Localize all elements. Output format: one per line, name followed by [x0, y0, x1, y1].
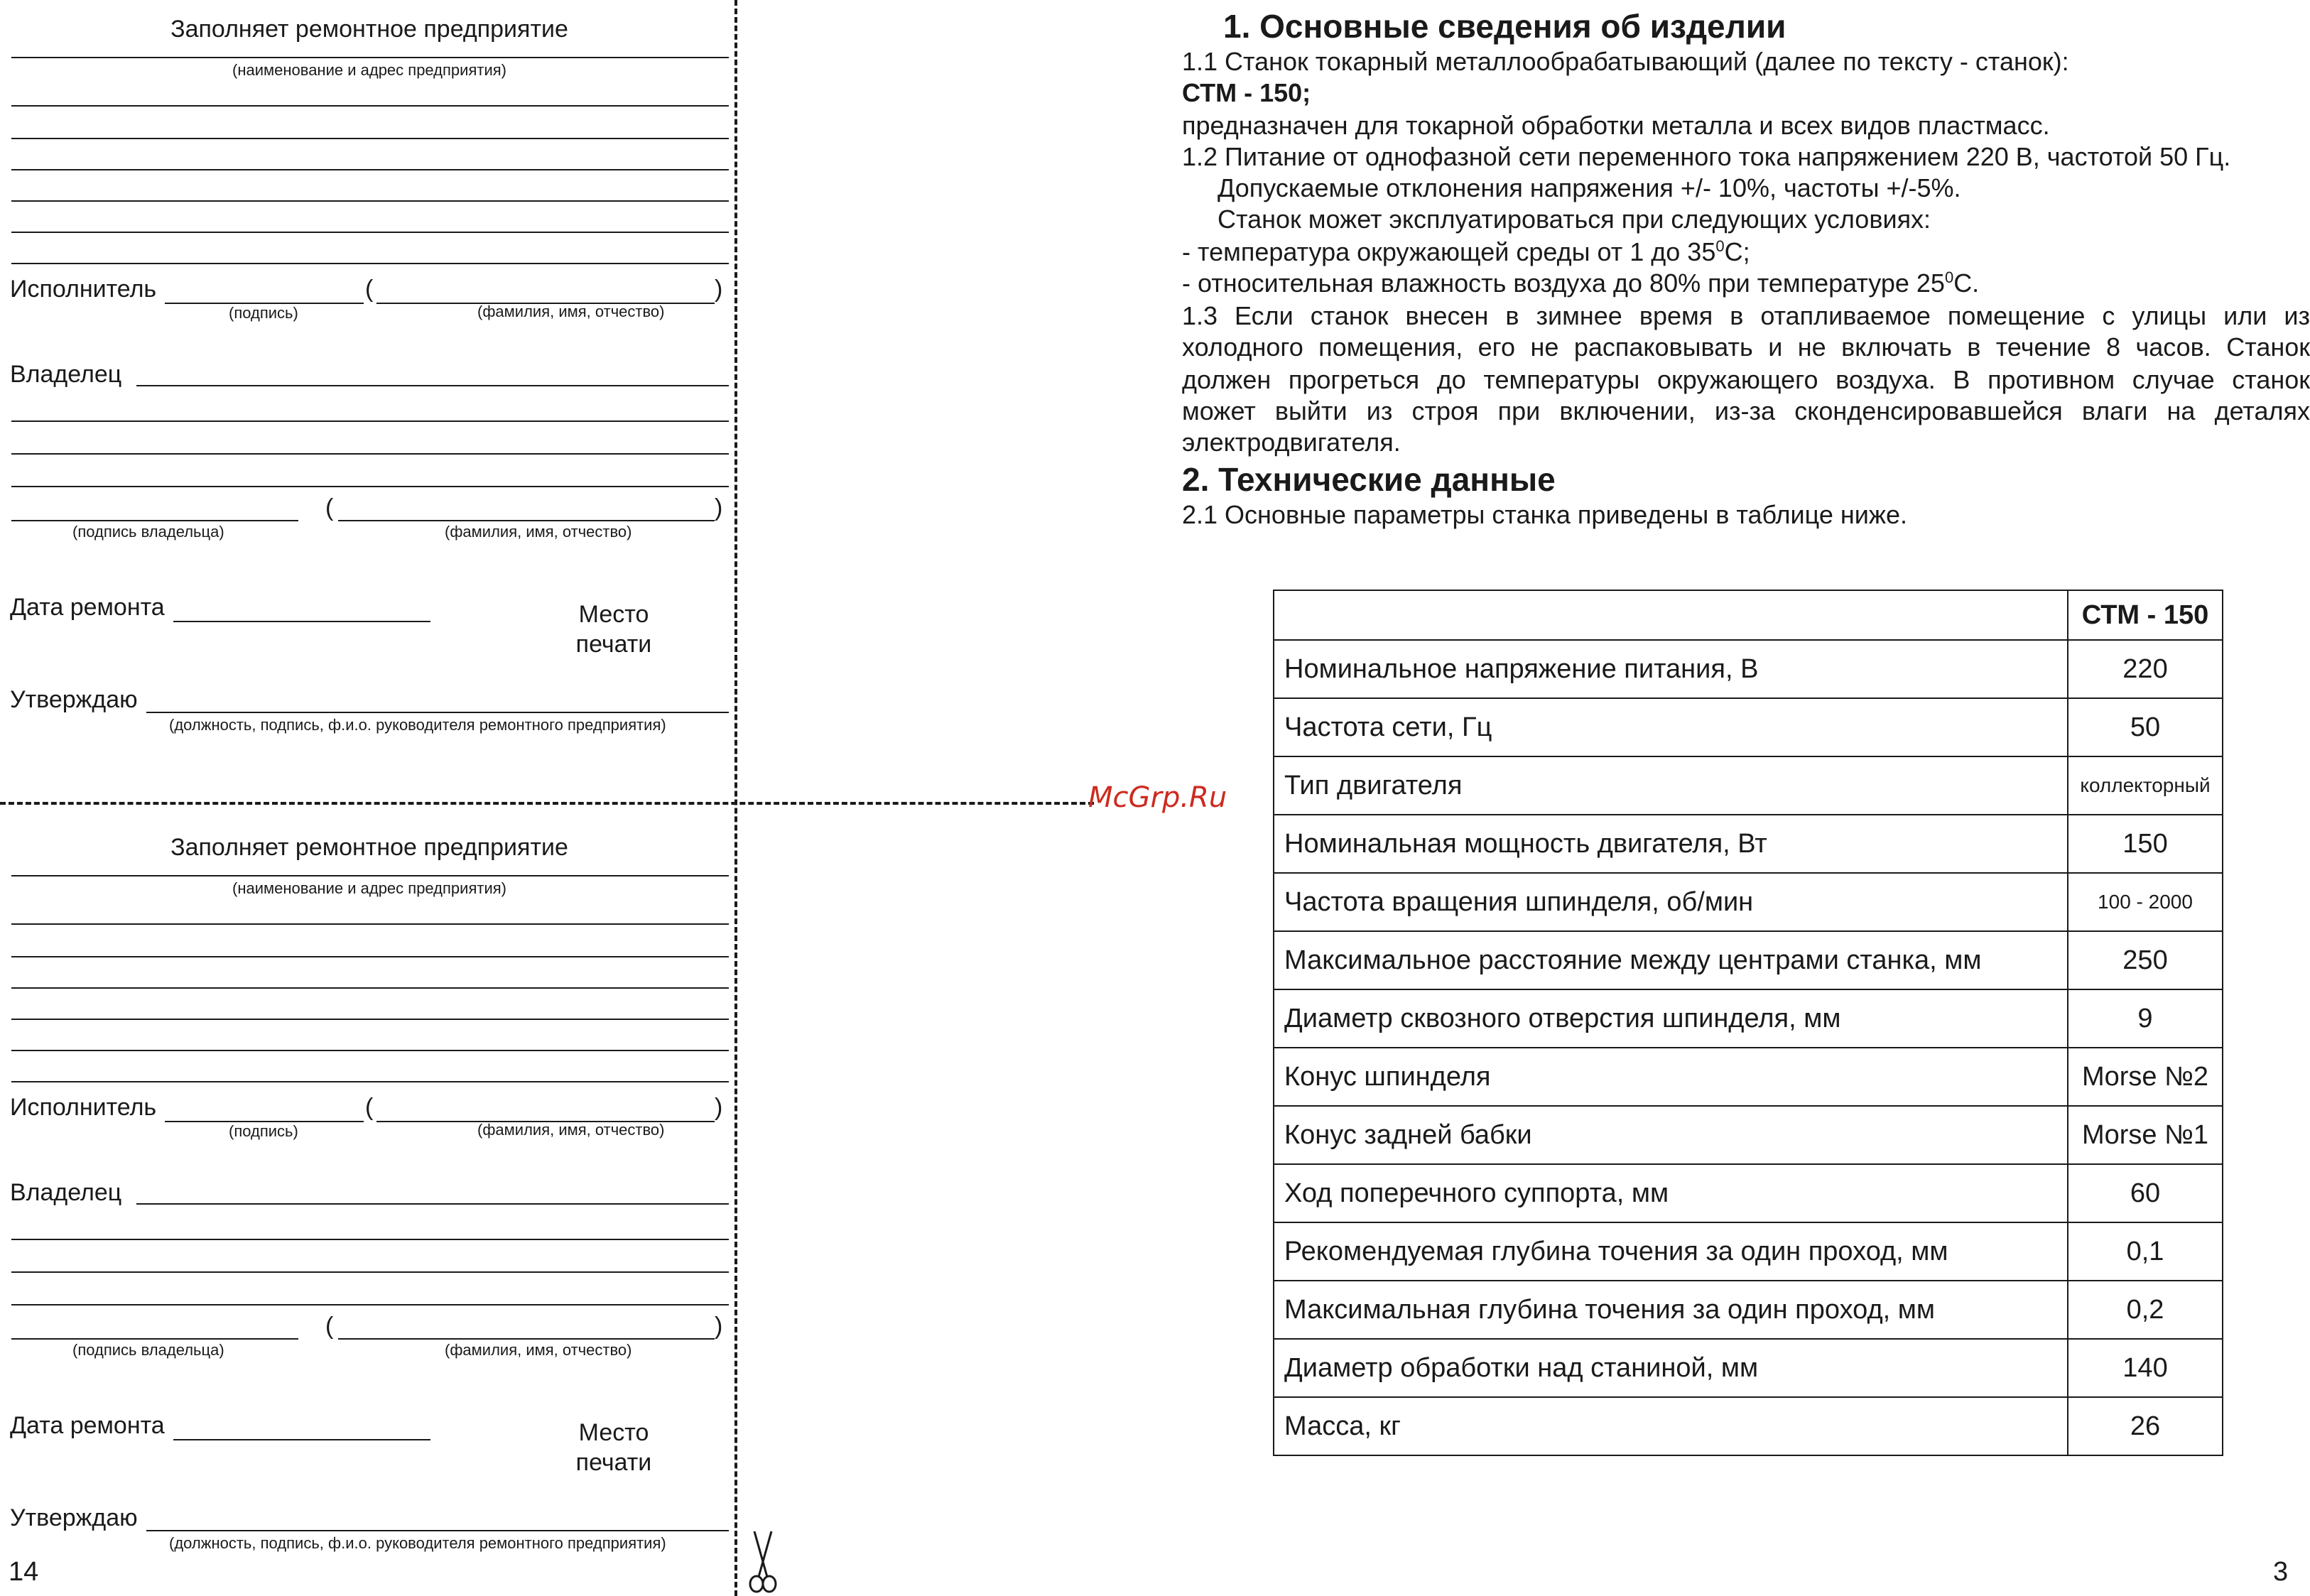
param-value: 26 — [2068, 1397, 2223, 1455]
paragraph-justified: холодного помещения, его не распаковывать и не включать в течение 8 часов. Станок — [1182, 332, 2310, 362]
repair-date-label: Дата ремонта — [10, 594, 165, 621]
approve-label: Утверждаю — [10, 686, 138, 713]
param-label: Максимальное расстояние между центрами станка, мм — [1274, 931, 2068, 989]
open-paren: ( — [365, 276, 374, 303]
paragraph-justified: может выйти из строя при включении, из-за сконденсировавшейся влаги на деталях — [1182, 396, 2310, 425]
paragraph: электродвигателя. — [1182, 428, 1401, 457]
param-label: Номинальная мощность двигателя, Вт — [1274, 815, 2068, 873]
table-row — [1274, 698, 2223, 756]
company-line — [11, 1050, 729, 1051]
paragraph: предназначен для токарной обработки металла и всех видов пластмасс. — [1182, 111, 2050, 140]
owner-line — [136, 385, 729, 386]
param-value: 60 — [2068, 1164, 2223, 1222]
paragraph: Станок может эксплуатироваться при следующих условиях: — [1218, 205, 1931, 234]
owner-signature-line — [11, 520, 298, 521]
table-header-cell: СТМ - 150 — [2068, 590, 2223, 640]
company-line — [11, 200, 729, 202]
owner-line — [11, 1271, 729, 1273]
table-row — [1274, 989, 2223, 1048]
repair-date-line — [173, 1439, 430, 1440]
company-line — [11, 169, 729, 170]
param-value: коллекторный — [2068, 756, 2223, 815]
paragraph-humidity: - относительная влажность воздуха до 80% при температуре $25^0С$. — [1182, 268, 1980, 298]
open-paren: ( — [325, 1313, 334, 1340]
owner-line — [11, 1239, 729, 1240]
company-line — [11, 1081, 729, 1082]
company-line — [11, 875, 729, 876]
owner-label: Владелец — [10, 1179, 122, 1206]
table-row — [1274, 1281, 2223, 1339]
signature-caption: (подпись) — [229, 1122, 298, 1140]
fio-caption: (фамилия, имя, отчество) — [445, 523, 632, 541]
approve-caption: (должность, подпись, ф.и.о. руководителя ремонтного предприятия) — [169, 716, 666, 734]
param-value: 140 — [2068, 1339, 2223, 1397]
horizontal-cut-line — [0, 802, 1094, 805]
table-row — [1274, 1339, 2223, 1397]
executor-label: Исполнитель — [10, 276, 157, 303]
param-label: Конус шпинделя — [1274, 1048, 2068, 1106]
approve-line — [146, 712, 729, 713]
param-label: Диаметр обработки над станиной, мм — [1274, 1339, 2068, 1397]
owner-line — [11, 1304, 729, 1305]
table-row — [1274, 756, 2223, 815]
paragraph: Допускаемые отклонения напряжения +/- 10%, частоты +/-5%. — [1218, 173, 1961, 202]
param-value: 9 — [2068, 989, 2223, 1048]
company-line — [11, 923, 729, 925]
param-value: Morse №2 — [2068, 1048, 2223, 1106]
param-label: Ход поперечного суппорта, мм — [1274, 1164, 2068, 1222]
param-value: 0,2 — [2068, 1281, 2223, 1339]
company-line — [11, 138, 729, 139]
repair-date-line — [173, 621, 430, 622]
approve-label: Утверждаю — [10, 1504, 138, 1531]
table-row — [1274, 1106, 2223, 1164]
section-1-title: 1. Основные сведения об изделии — [1223, 8, 1786, 45]
table-row — [1274, 1164, 2223, 1222]
table-row — [1274, 1048, 2223, 1106]
paragraph: 1.2 Питание от однофазной сети переменного тока напряжением 220 В, частотой 50 Гц. — [1182, 142, 2231, 171]
company-line — [11, 57, 729, 58]
table-row — [1274, 873, 2223, 931]
param-label: Диаметр сквозного отверстия шпинделя, мм — [1274, 989, 2068, 1048]
paragraph-justified: 1.3 Если станок внесен в зимнее время в отапливаемое помещение с улицы или из — [1182, 301, 2310, 330]
param-value: 220 — [2068, 640, 2223, 698]
param-value: 0,1 — [2068, 1222, 2223, 1281]
owner-line — [136, 1203, 729, 1205]
table-row — [1274, 815, 2223, 873]
stamp-label: Место — [578, 601, 649, 628]
fio-caption: (фамилия, имя, отчество) — [477, 303, 665, 320]
param-value: 150 — [2068, 815, 2223, 873]
owner-line — [11, 420, 729, 422]
approve-caption: (должность, подпись, ф.и.о. руководителя ремонтного предприятия) — [169, 1534, 666, 1552]
repair-date-label: Дата ремонта — [10, 1412, 165, 1439]
table-row — [1274, 931, 2223, 989]
form-title: Заполняет ремонтное предприятие — [170, 16, 568, 43]
param-label: Частота сети, Гц — [1274, 698, 2068, 756]
company-line — [11, 263, 729, 264]
param-label: Максимальная глубина точения за один проход, мм — [1274, 1281, 2068, 1339]
company-line — [11, 105, 729, 107]
fio-caption: (фамилия, имя, отчество) — [445, 1341, 632, 1359]
param-label: Конус задней бабки — [1274, 1106, 2068, 1164]
signature-caption: (подпись) — [229, 304, 298, 322]
param-label: Частота вращения шпинделя, об/мин — [1274, 873, 2068, 931]
param-value: 50 — [2068, 698, 2223, 756]
company-caption: (наименование и адрес предприятия) — [232, 61, 506, 79]
owner-fio-line — [338, 520, 715, 521]
close-paren: ) — [715, 276, 723, 303]
param-label: Номинальное напряжение питания, В — [1274, 640, 2068, 698]
section-2-title: 2. Технические данные — [1182, 461, 1556, 498]
close-paren: ) — [715, 494, 723, 521]
company-line — [11, 956, 729, 957]
paragraph: 2.1 Основные параметры станка приведены в таблице ниже. — [1182, 500, 1907, 529]
table-row — [1274, 1222, 2223, 1281]
company-caption: (наименование и адрес предприятия) — [232, 879, 506, 897]
paragraph-temperature: - температура окружающей среды от 1 до $35^0С$; — [1182, 237, 1750, 266]
stamp-label: печати — [575, 631, 652, 658]
close-paren: ) — [715, 1313, 723, 1340]
owner-line — [11, 453, 729, 455]
table-row — [1274, 640, 2223, 698]
form-title: Заполняет ремонтное предприятие — [170, 834, 568, 861]
fio-caption: (фамилия, имя, отчество) — [477, 1121, 665, 1139]
spec-table — [1273, 590, 2223, 1456]
model-name: СТМ - 150; — [1182, 78, 1311, 107]
owner-signature-caption: (подпись владельца) — [72, 523, 224, 541]
table-header-cell — [1274, 590, 2068, 640]
owner-signature-caption: (подпись владельца) — [72, 1341, 224, 1359]
company-line — [11, 1019, 729, 1020]
param-label: Тип двигателя — [1274, 756, 2068, 815]
table-header-row — [1274, 590, 2223, 640]
executor-label: Исполнитель — [10, 1094, 157, 1121]
param-value: 100 - 2000 — [2068, 873, 2223, 931]
page-number-right: 3 — [2273, 1557, 2289, 1587]
paragraph-justified: должен прогреться до температуры окружающего воздуха. В противном случае станок — [1182, 365, 2310, 394]
vertical-cut-line — [734, 0, 737, 1596]
company-line — [11, 987, 729, 989]
scissors-icon — [747, 1529, 779, 1594]
close-paren: ) — [715, 1094, 723, 1121]
approve-line — [146, 1530, 729, 1531]
param-value: 250 — [2068, 931, 2223, 989]
table-row — [1274, 1397, 2223, 1455]
open-paren: ( — [325, 494, 334, 521]
param-label: Масса, кг — [1274, 1397, 2068, 1455]
param-value: Morse №1 — [2068, 1106, 2223, 1164]
param-label: Рекомендуемая глубина точения за один проход, мм — [1274, 1222, 2068, 1281]
watermark: McGrp.Ru — [1088, 781, 1227, 814]
stamp-label: Место — [578, 1419, 649, 1446]
paragraph: 1.1 Станок токарный металлообрабатывающий (далее по тексту - станок): — [1182, 47, 2069, 76]
owner-line — [11, 486, 729, 487]
stamp-label: печати — [575, 1449, 652, 1476]
open-paren: ( — [365, 1094, 374, 1121]
owner-signature-line — [11, 1338, 298, 1340]
owner-label: Владелец — [10, 361, 122, 388]
company-line — [11, 232, 729, 233]
page-number-left: 14 — [9, 1557, 39, 1587]
owner-fio-line — [338, 1338, 715, 1340]
